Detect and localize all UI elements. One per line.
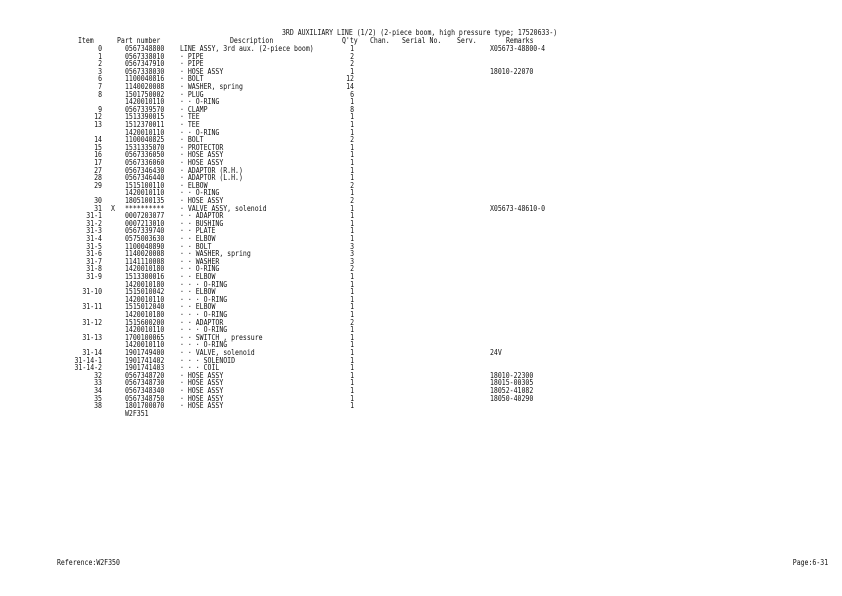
- item-number-cell: 3: [98, 66, 102, 76]
- part-number-cell: W2F351: [125, 408, 149, 418]
- quantity-cell: 1: [350, 127, 354, 137]
- item-number-cell: 31: [94, 203, 102, 213]
- part-number-cell: 1100040816: [125, 74, 165, 84]
- item-number-cell: 38: [94, 401, 102, 411]
- part-number-cell: 0567346430: [125, 165, 165, 175]
- item-number-cell: 29: [94, 180, 102, 190]
- quantity-cell: 1: [350, 386, 354, 395]
- quantity-cell: 1: [350, 348, 354, 357]
- part-number-cell: 0567336060: [125, 158, 165, 167]
- item-number-cell: 17: [94, 158, 102, 167]
- item-number-cell: 15: [94, 142, 102, 152]
- quantity-cell: 1: [350, 355, 354, 365]
- part-number-cell: 0567338030: [125, 66, 165, 76]
- quantity-cell: 1: [350, 142, 354, 152]
- item-number-cell: 31-3: [86, 226, 102, 236]
- part-number-cell: 1501750002: [125, 89, 165, 99]
- quantity-cell: 1: [350, 401, 354, 411]
- item-number-cell: 34: [94, 386, 102, 395]
- table-row: [0, 410, 842, 418]
- description-cell: · · · O-RING: [180, 310, 228, 319]
- header-item: Item: [78, 36, 94, 45]
- remarks-cell: 24V: [490, 348, 502, 357]
- quantity-cell: 1: [350, 378, 354, 388]
- description-cell: · HOSE ASSY: [180, 196, 224, 205]
- description-cell: · · · O-RING: [180, 279, 228, 289]
- quantity-cell: 1: [350, 234, 354, 243]
- description-cell: · ADAPTOR (L.H.): [180, 173, 243, 183]
- description-cell: · · O-RING: [180, 264, 220, 274]
- quantity-cell: 2: [350, 317, 354, 327]
- quantity-cell: 1: [350, 279, 354, 289]
- part-number-cell: 1901741402: [125, 355, 165, 365]
- header-chan: Chan.: [370, 36, 390, 45]
- quantity-cell: 2: [350, 264, 354, 274]
- remarks-cell: 18052-41082: [490, 386, 534, 395]
- quantity-cell: 1: [350, 393, 354, 403]
- item-number-cell: 7: [98, 82, 102, 91]
- description-cell: · · BOLT: [180, 241, 212, 251]
- quantity-cell: 1: [350, 173, 354, 183]
- quantity-cell: 1: [350, 158, 354, 167]
- description-cell: · · VALVE, solenoid: [180, 348, 255, 357]
- item-number-cell: 31-14-2: [74, 363, 102, 373]
- description-cell: · ADAPTOR (R.H.): [180, 165, 243, 175]
- remarks-cell: X05673-48610-0: [490, 203, 546, 213]
- description-cell: LINE ASSY, 3rd aux. (2-piece boom): [180, 44, 314, 53]
- item-number-cell: 2: [98, 59, 102, 69]
- item-number-cell: 31-6: [86, 249, 102, 259]
- part-number-cell: 1801700070: [125, 401, 165, 411]
- part-number-cell: 0567347910: [125, 59, 165, 69]
- part-number-cell: 1420010180: [125, 279, 165, 289]
- page-number: Page:6-31: [792, 558, 828, 567]
- part-number-cell: 1515600200: [125, 317, 165, 327]
- description-cell: · VALVE ASSY, solenoid: [180, 203, 267, 213]
- part-number-cell: 1420010110: [125, 340, 165, 350]
- part-number-cell: 1515100110: [125, 180, 165, 190]
- item-number-cell: 31-14: [82, 348, 102, 357]
- quantity-cell: 1: [350, 287, 354, 297]
- part-number-cell: 1515012040: [125, 302, 165, 312]
- description-cell: · · PLATE: [180, 226, 216, 236]
- quantity-cell: 1: [350, 150, 354, 160]
- description-cell: · · ADAPTOR: [180, 317, 224, 327]
- remarks-cell: 18015-00305: [490, 378, 534, 388]
- quantity-cell: 1: [350, 302, 354, 312]
- quantity-cell: 1: [350, 165, 354, 175]
- part-number-cell: 0007213010: [125, 218, 165, 228]
- remarks-cell: 18050-40290: [490, 393, 534, 403]
- description-cell: · · · COIL: [180, 363, 220, 373]
- remarks-cell: 18010-22300: [490, 370, 534, 380]
- part-number-cell: 1420010180: [125, 310, 165, 319]
- item-number-cell: 6: [98, 74, 102, 84]
- quantity-cell: 2: [350, 135, 354, 145]
- description-cell: · · WASHER, spring: [180, 249, 251, 259]
- quantity-cell: 1: [350, 112, 354, 122]
- item-number-cell: 31-9: [86, 272, 102, 281]
- item-number-cell: 13: [94, 120, 102, 129]
- description-cell: · HOSE ASSY: [180, 401, 224, 411]
- item-number-cell: 31-7: [86, 256, 102, 266]
- description-cell: · HOSE ASSY: [180, 386, 224, 395]
- item-number-cell: 31-11: [82, 302, 102, 312]
- quantity-cell: 6: [350, 89, 354, 99]
- part-number-cell: 1141110008: [125, 256, 165, 266]
- description-cell: · · O-RING: [180, 188, 220, 198]
- part-number-cell: 1515010042: [125, 287, 165, 297]
- item-number-cell: 30: [94, 196, 102, 205]
- part-number-cell: 1901741403: [125, 363, 165, 373]
- quantity-cell: 1: [350, 218, 354, 228]
- description-cell: · · ELBOW: [180, 287, 216, 297]
- part-number-cell: 0567339570: [125, 104, 165, 114]
- description-cell: · TEE: [180, 112, 200, 122]
- quantity-cell: 1: [350, 44, 354, 53]
- quantity-cell: 8: [350, 104, 354, 114]
- part-number-cell: 0567348800: [125, 44, 165, 53]
- quantity-cell: 1: [350, 332, 354, 342]
- part-number-cell: 1140020008: [125, 82, 165, 91]
- description-cell: · PLUG: [180, 89, 204, 99]
- quantity-cell: 1: [350, 272, 354, 281]
- part-number-cell: 1512370011: [125, 120, 165, 129]
- item-number-cell: 14: [94, 135, 102, 145]
- description-cell: · ELBOW: [180, 180, 208, 190]
- description-cell: · · O-RING: [180, 97, 220, 107]
- quantity-cell: 1: [350, 370, 354, 380]
- description-cell: · · · O-RING: [180, 340, 228, 350]
- quantity-cell: 12: [346, 74, 354, 84]
- change-mark-cell: X: [111, 203, 115, 213]
- description-cell: · · · O-RING: [180, 294, 228, 304]
- item-number-cell: 1: [98, 51, 102, 61]
- quantity-cell: 3: [350, 249, 354, 259]
- description-cell: · · · O-RING: [180, 325, 228, 335]
- quantity-cell: 1: [350, 120, 354, 129]
- quantity-cell: 2: [350, 51, 354, 61]
- part-number-cell: 1700100065: [125, 332, 165, 342]
- description-cell: · HOSE ASSY: [180, 378, 224, 388]
- description-cell: · · ADAPTOR: [180, 211, 224, 221]
- description-cell: · · O-RING: [180, 127, 220, 137]
- item-number-cell: 31-8: [86, 264, 102, 274]
- header-description: Description: [230, 36, 274, 45]
- part-number-cell: 1420010180: [125, 264, 165, 274]
- part-number-cell: 1420010110: [125, 325, 165, 335]
- description-cell: · WASHER, spring: [180, 82, 243, 91]
- header-serv: Serv.: [457, 36, 477, 45]
- quantity-cell: 1: [350, 66, 354, 76]
- description-cell: · · BUSHING: [180, 218, 224, 228]
- quantity-cell: 1: [350, 97, 354, 107]
- reference-text: Reference:W2F350: [57, 558, 120, 567]
- quantity-cell: 2: [350, 196, 354, 205]
- item-number-cell: 33: [94, 378, 102, 388]
- item-number-cell: 31-1: [86, 211, 102, 221]
- quantity-cell: 1: [350, 340, 354, 350]
- quantity-cell: 1: [350, 226, 354, 236]
- part-number-cell: 1531335070: [125, 142, 165, 152]
- item-number-cell: 0: [98, 44, 102, 53]
- page-title: 3RD AUXILIARY LINE (1/2) (2-piece boom, high pressure type; 17520633-): [282, 28, 558, 37]
- item-number-cell: 31-10: [82, 287, 102, 297]
- description-cell: · BOLT: [180, 135, 204, 145]
- part-number-cell: 0567336050: [125, 150, 165, 160]
- item-number-cell: 31-2: [86, 218, 102, 228]
- part-number-cell: 0567348730: [125, 378, 165, 388]
- quantity-cell: 14: [346, 82, 354, 91]
- item-number-cell: 12: [94, 112, 102, 122]
- quantity-cell: 1: [350, 325, 354, 335]
- header-part-number: Part number: [117, 36, 161, 45]
- item-number-cell: 31-13: [82, 332, 102, 342]
- quantity-cell: 2: [350, 180, 354, 190]
- part-number-cell: 1901749400: [125, 348, 165, 357]
- part-number-cell: 1513390015: [125, 112, 165, 122]
- description-cell: · · ELBOW: [180, 302, 216, 312]
- item-number-cell: 9: [98, 104, 102, 114]
- header-remarks: Remarks: [506, 36, 534, 45]
- quantity-cell: 3: [350, 256, 354, 266]
- part-number-cell: 1420010110: [125, 97, 165, 107]
- description-cell: · · WASHER: [180, 256, 220, 266]
- description-cell: · · · SOLENOID: [180, 355, 236, 365]
- part-number-cell: 1140020008: [125, 249, 165, 259]
- description-cell: · PROTECTOR: [180, 142, 224, 152]
- item-number-cell: 8: [98, 89, 102, 99]
- quantity-cell: 1: [350, 188, 354, 198]
- item-number-cell: 31-4: [86, 234, 102, 243]
- header-serial: Serial No.: [402, 36, 442, 45]
- part-number-cell: 0567339740: [125, 226, 165, 236]
- description-cell: · TEE: [180, 120, 200, 129]
- description-cell: · HOSE ASSY: [180, 393, 224, 403]
- quantity-cell: 1: [350, 203, 354, 213]
- description-cell: · BOLT: [180, 74, 204, 84]
- description-cell: · HOSE ASSY: [180, 66, 224, 76]
- item-number-cell: 35: [94, 393, 102, 403]
- description-cell: · HOSE ASSY: [180, 150, 224, 160]
- part-number-cell: 1420010110: [125, 188, 165, 198]
- quantity-cell: 2: [350, 59, 354, 69]
- quantity-cell: 1: [350, 211, 354, 221]
- item-number-cell: 27: [94, 165, 102, 175]
- description-cell: · PIPE: [180, 59, 204, 69]
- part-number-cell: 0575003630: [125, 234, 165, 243]
- header-qty: Q'ty: [342, 36, 358, 45]
- part-number-cell: **********: [125, 203, 165, 213]
- description-cell: · HOSE ASSY: [180, 158, 224, 167]
- quantity-cell: 1: [350, 363, 354, 373]
- description-cell: · CLAMP: [180, 104, 208, 114]
- part-number-cell: 0567338010: [125, 51, 165, 61]
- description-cell: · · ELBOW: [180, 234, 216, 243]
- part-number-cell: 1513300016: [125, 272, 165, 281]
- item-number-cell: 16: [94, 150, 102, 160]
- item-number-cell: 32: [94, 370, 102, 380]
- part-number-cell: 0567348720: [125, 370, 165, 380]
- remarks-cell: X05673-48800-4: [490, 44, 546, 53]
- description-cell: · · ELBOW: [180, 272, 216, 281]
- part-number-cell: 1100040825: [125, 135, 165, 145]
- part-number-cell: 1420010110: [125, 294, 165, 304]
- part-number-cell: 0567348750: [125, 393, 165, 403]
- item-number-cell: 28: [94, 173, 102, 183]
- quantity-cell: 1: [350, 294, 354, 304]
- remarks-cell: 18010-22070: [490, 66, 534, 76]
- item-number-cell: 31-5: [86, 241, 102, 251]
- quantity-cell: 3: [350, 241, 354, 251]
- part-number-cell: 0567346440: [125, 173, 165, 183]
- description-cell: · · SWITCH , pressure: [180, 332, 263, 342]
- quantity-cell: 1: [350, 310, 354, 319]
- description-cell: · HOSE ASSY: [180, 370, 224, 380]
- item-number-cell: 31-14-1: [74, 355, 102, 365]
- part-number-cell: 0007203077: [125, 211, 165, 221]
- part-number-cell: 1420010110: [125, 127, 165, 137]
- part-number-cell: 1805100135: [125, 196, 165, 205]
- item-number-cell: 31-12: [82, 317, 102, 327]
- part-number-cell: 1100040890: [125, 241, 165, 251]
- part-number-cell: 0567348340: [125, 386, 165, 395]
- description-cell: · PIPE: [180, 51, 204, 61]
